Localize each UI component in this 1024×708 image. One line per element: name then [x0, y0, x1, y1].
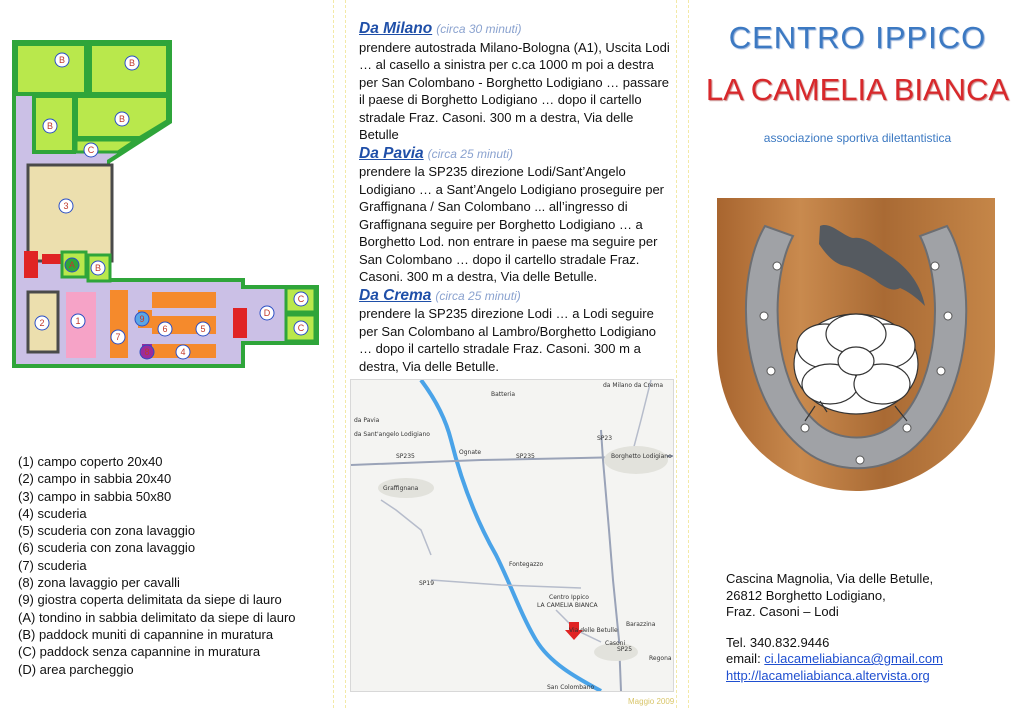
map-label: SP235: [516, 453, 535, 460]
label-a: A: [68, 260, 76, 270]
address-line: Fraz. Casoni – Lodi: [726, 604, 839, 619]
site-plan-drawing: [10, 38, 322, 370]
map-label: SP19: [419, 580, 435, 587]
map-label: da Milano da Crema: [603, 382, 664, 389]
map-label: Centro Ippico: [549, 594, 589, 601]
map-label: Batteria: [491, 391, 515, 398]
club-title-line1: CENTRO IPPICO: [728, 20, 987, 55]
parking-red: [233, 308, 247, 338]
label-1: 1: [75, 316, 81, 326]
location-map: [350, 379, 674, 692]
fold-line: [333, 0, 334, 708]
left-panel: [0, 0, 330, 708]
label-b1: B: [58, 55, 66, 65]
legend-item: (1) campo coperto 20x40: [18, 454, 163, 469]
direction-time: (circa 25 minuti): [435, 288, 521, 303]
legend-item: (2) campo in sabbia 20x40: [18, 471, 172, 487]
direction-heading: [359, 20, 671, 39]
date-stamp: Maggio 2009: [628, 697, 675, 706]
direction-text: prendere autostrada Milano-Bologna (A1), Uscita Lodi … al casello a sinistra per c.ca 1000 m poi a destra per San Colombano - Borghetto Lodigiano … passare il paese di Borghetto Lodigiano … dopo il cartello stradale Fraz. Casoni. 300 m a destra, Via delle Betulle: [359, 39, 670, 142]
club-logo: [715, 196, 997, 493]
legend-item: (7) scuderia: [18, 557, 87, 573]
website-link[interactable]: http://lacameliabianca.altervista.org: [726, 667, 930, 683]
fold-line: [345, 0, 346, 708]
label-2: 2: [39, 318, 45, 328]
road-graffignana: [381, 500, 431, 555]
map-label: San Colombano: [547, 684, 595, 691]
email-label: email:: [726, 651, 765, 666]
map-label: SP23: [597, 435, 613, 442]
direction-heading: [359, 145, 671, 164]
map-label: Regona: [649, 655, 672, 662]
map-label: Via delle Betulle: [569, 627, 618, 634]
direction-heading: [359, 287, 671, 306]
club-title-line2: LA CAMELIA BIANCA: [705, 72, 1010, 107]
red-block-1: [24, 251, 38, 278]
label-b2: B: [128, 58, 136, 68]
contact-info: [726, 571, 1021, 684]
map-label: Ognate: [459, 449, 482, 456]
map-label: da Pavia: [354, 417, 380, 424]
direction-origin: Da Crema: [359, 286, 432, 304]
map-label: Borghetto Lodigiano: [611, 453, 672, 460]
map-drawing: [351, 380, 673, 691]
label-4: 4: [180, 347, 186, 357]
town-borghetto: [604, 446, 668, 474]
phone: Tel. 340.832.9446: [726, 634, 830, 650]
direction-time: (circa 30 minuti): [436, 22, 522, 36]
direction-origin: Da Milano: [359, 20, 433, 37]
direction-text: prendere la SP235 direzione Lodi/Sant’Angelo Lodigiano … a Sant’Angelo Lodigiano proseguire per Graffignana / San Colombano ... all’ingresso di Graffignana seguire per Borghetto Lodigiano … a Borghetto Lod. non entrare in paese ma seguire per San Colombano … dopo il cartello stradale Fraz. Casoni. 300 m a destra, Via delle Betulle.: [359, 164, 664, 284]
legend-item: (4) scuderia: [18, 505, 87, 521]
label-c2: C: [297, 294, 305, 304]
legend-item: (5) scuderia con zona lavaggio: [18, 523, 196, 539]
fold-line: [688, 0, 689, 708]
email-link[interactable]: ci.lacameliabianca@gmail.com: [764, 651, 943, 666]
map-label: Graffignana: [383, 485, 419, 492]
label-c1: C: [87, 145, 95, 155]
stable-top: [152, 292, 216, 308]
map-label: Fontegazzo: [509, 561, 544, 568]
site-plan: [10, 38, 322, 370]
website-line: [726, 668, 1021, 685]
paddock-b1: [16, 44, 86, 94]
label-c3: C: [297, 323, 305, 333]
arena-3: [28, 165, 112, 261]
river: [421, 380, 601, 691]
address-line: Cascina Magnolia, Via delle Betulle,: [726, 571, 934, 586]
club-subtitle: associazione sportiva dilettantistica: [763, 131, 952, 145]
legend-item: (3) campo in sabbia 50x80: [18, 488, 172, 504]
map-label: Barazzina: [626, 621, 656, 628]
label-5: 5: [200, 324, 206, 334]
direction-text: prendere la SP235 direzione Lodi … a Lodi seguire per San Colombano al Lambro/Borghetto Lodigiano … dopo il cartello stradale Fraz. Casoni. 300 m a destra, Via delle Betulle.: [359, 306, 657, 374]
legend-item: (B) paddock muniti di capannine in muratura: [18, 626, 274, 642]
label-b3: B: [46, 121, 54, 131]
label-6: 6: [162, 324, 168, 334]
label-7: 7: [115, 332, 121, 342]
direction-origin: Da Pavia: [359, 144, 424, 162]
label-b5: B: [94, 263, 102, 273]
map-label: Casoni: [605, 640, 626, 647]
plan-legend: [18, 453, 338, 678]
address-line: 26812 Borghetto Lodigiano,: [726, 587, 886, 603]
map-label: SP25: [617, 646, 633, 653]
map-label: LA CAMELIA BIANCA: [537, 602, 598, 609]
legend-item: (D) area parcheggio: [18, 661, 134, 677]
directions: [359, 19, 671, 375]
fold-line: [676, 0, 677, 708]
legend-item: (9) giostra coperta delimitata da siepe di lauro: [18, 592, 282, 608]
email-line: [726, 651, 1021, 668]
label-8: 8: [144, 347, 150, 357]
label-3: 3: [63, 201, 69, 211]
label-9: 9: [139, 314, 145, 324]
label-b4: B: [118, 114, 126, 124]
map-label: da Sant'angelo Lodigiano: [354, 431, 430, 438]
legend-item: (A) tondino in sabbia delimitato da siepe di lauro: [18, 609, 296, 625]
legend-item: (6) scuderia con zona lavaggio: [18, 540, 196, 556]
stable-7: [110, 290, 128, 358]
legend-item: (C) paddock senza capannine in muratura: [18, 644, 261, 660]
legend-item: (8) zona lavaggio per cavalli: [18, 575, 180, 591]
map-label: SP235: [396, 453, 415, 460]
horseshoe-camelia-emblem: [715, 196, 997, 493]
direction-time: (circa 25 minuti): [427, 146, 513, 161]
label-d: D: [263, 308, 271, 318]
